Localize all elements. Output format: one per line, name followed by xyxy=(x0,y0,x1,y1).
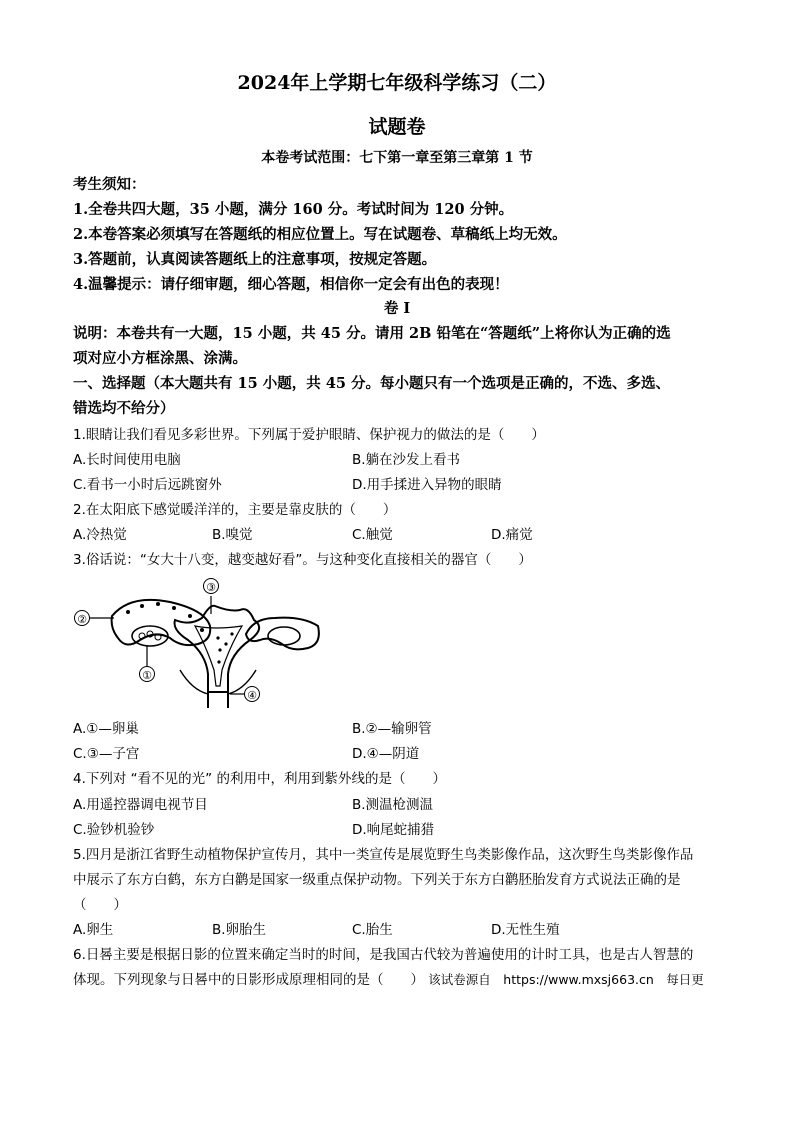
exam-title: 2024年上学期七年级科学练习（二） xyxy=(237,72,557,94)
q4-stem: 4.下列对 “看不见的光” 的利用中，利用到紫外线的是（ ） xyxy=(73,771,446,787)
q4-option-b: B.测温枪测温 xyxy=(352,797,434,813)
figure-label-1: ① xyxy=(142,669,152,682)
q5-stem-line1: 5.四月是浙江省野生动植物保护宣传月，其中一类宣传是展览野生鸟类影像作品，这次野生鸟类影像作品 xyxy=(73,847,694,863)
q5-option-a: A.卵生 xyxy=(73,922,114,938)
figure-label-2: ② xyxy=(77,613,87,626)
q3-stem: 3.俗话说：“女大十八变，越变越好看”。与这种变化直接相关的器官（ ） xyxy=(73,552,532,568)
notice-item-1: 1.全卷共四大题，35 小题，满分 160 分。考试时间为 120 分钟。 xyxy=(73,201,514,218)
figure-label-3: ③ xyxy=(206,581,216,594)
q1-option-a: A.长时间使用电脑 xyxy=(73,452,181,468)
q2-option-d: D.痛觉 xyxy=(491,527,533,543)
notice-heading: 考生须知： xyxy=(73,176,146,193)
q1-option-b: B.躺在沙发上看书 xyxy=(352,452,461,468)
q6-stem-line2 xyxy=(73,968,704,988)
q1-option-d: D.用手揉进入异物的眼睛 xyxy=(352,477,502,493)
section-heading-line2: 错选均不给分） xyxy=(73,400,175,417)
q4-option-a: A.用遥控器调电视节目 xyxy=(73,797,208,813)
q2-stem: 2.在太阳底下感觉暖洋洋的，主要是靠皮肤的（ ） xyxy=(73,502,397,518)
q5-option-d: D.无性生殖 xyxy=(491,922,560,938)
right-ovary xyxy=(268,627,300,645)
uterus-outline xyxy=(175,606,260,692)
vagina-outline xyxy=(208,692,228,708)
q2-option-b: B.嗅觉 xyxy=(212,527,253,543)
q3-option-c: C.③—子宫 xyxy=(73,746,140,762)
q4-option-c: C.验钞机验钞 xyxy=(73,822,155,838)
volume-desc-line1: 说明：本卷共有一大题，15 小题，共 45 分。请用 2B 铅笔在“答题纸”上将你认为正确的选 xyxy=(73,325,671,342)
q5-stem-line3: （ ） xyxy=(73,897,127,913)
q2-option-a: A.冷热觉 xyxy=(73,527,127,543)
exam-subtitle: 试题卷 xyxy=(368,116,426,138)
q3-option-d: D.④—阴道 xyxy=(352,746,420,762)
volume-label: 卷 I xyxy=(383,300,411,317)
figure-label-4: ④ xyxy=(247,689,257,702)
volume-desc-line2: 项对应小方框涂黑、涂满。 xyxy=(73,350,247,367)
q3-option-b: B.②—输卵管 xyxy=(352,721,432,737)
q1-stem: 1.眼睛让我们看见多彩世界。下列属于爱护眼睛、保护视力的做法的是（ ） xyxy=(73,427,545,443)
q5-option-c: C.胎生 xyxy=(352,922,393,938)
q5-stem-line2: 中展示了东方白鹤，东方白鹳是国家一级重点保护动物。下列关于东方白鹳胚胎发育方式说法正确的是 xyxy=(73,872,681,888)
exam-scope: 本卷考试范围：七下第一章至第三章第 1 节 xyxy=(261,150,533,166)
section-heading-line1: 一、选择题（本大题共有 15 小题，共 45 分。每小题只有一个选项是正确的，不选、多选、 xyxy=(73,375,671,392)
female-reproductive-system-figure xyxy=(70,574,330,710)
source-watermark: 该试卷源自 https://www.mxsj663.cn 每日更 xyxy=(428,972,704,987)
q1-option-c: C.看书一小时后远跳窗外 xyxy=(73,477,222,493)
notice-item-3: 3.答题前，认真阅读答题纸上的注意事项，按规定答题。 xyxy=(73,251,437,268)
q6-stem-line1: 6.日晷主要是根据日影的位置来确定当时的时间，是我国古代较为普遍使用的计时工具，也是古人智慧的 xyxy=(73,947,694,963)
q2-option-c: C.触觉 xyxy=(352,527,393,543)
notice-item-2: 2.本卷答案必须填写在答题纸的相应位置上。写在试题卷、草稿纸上均无效。 xyxy=(73,226,567,243)
base-curves xyxy=(180,670,256,694)
q5-option-b: B.卵胎生 xyxy=(212,922,267,938)
notice-item-4: 4.温馨提示：请仔细审题，细心答题，相信你一定会有出色的表现！ xyxy=(73,276,509,293)
q6-stem-line2-text: 体现。下列现象与日晷中的日影形成原理相同的是（ ） xyxy=(73,972,424,988)
q4-option-d: D.响尾蛇捕猎 xyxy=(352,822,435,838)
q3-option-a: A.①—卵巢 xyxy=(73,721,139,737)
